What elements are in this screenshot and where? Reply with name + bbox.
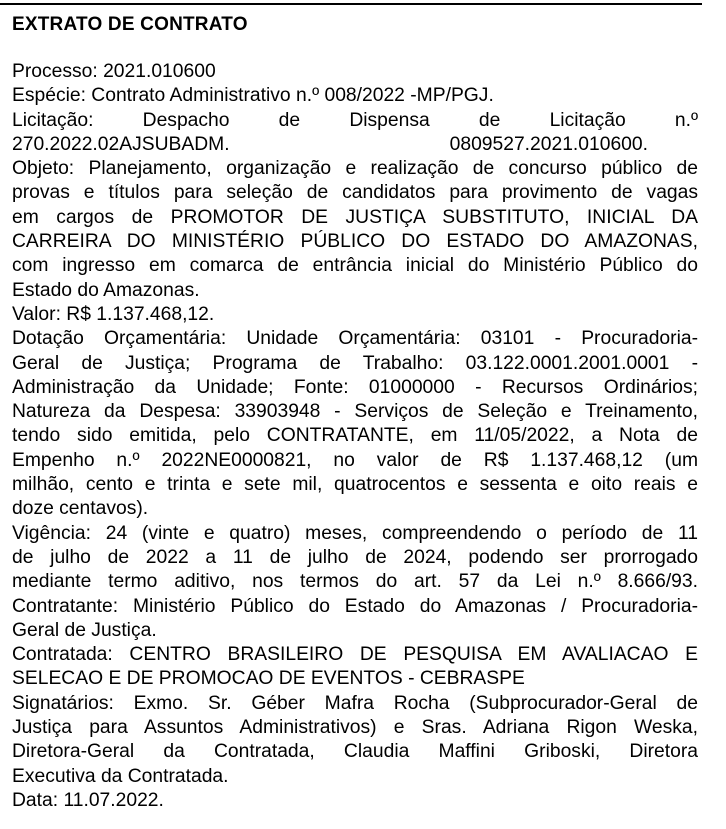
line-data: Data: 11.07.2022. <box>12 789 164 811</box>
line-signatarios-cont: Diretora-Geral da Contratada, Claudia Maffini Griboski, Diretora <box>12 741 698 763</box>
line-contratada: Contratada: CENTRO BRASILEIRO DE PESQUISA EM AVALIACAO E <box>12 644 698 666</box>
line-contratada-end: SELECAO E DE PROMOCAO DE EVENTOS - CEBRASPE <box>12 668 525 690</box>
document-title: EXTRATO DE CONTRATO <box>12 14 248 35</box>
top-rule <box>0 3 702 5</box>
line-valor: Valor: R$ 1.137.468,12. <box>12 303 215 325</box>
line-dotacao-cont: Natureza da Despesa: 33903948 - Serviços de Seleção e Treinamento, <box>12 401 698 423</box>
line-dotacao-cont: milhão, cento e trinta e sete mil, quatrocentos e sessenta e oito reais e <box>12 474 698 496</box>
line-dotacao-end: doze centavos). <box>12 498 149 520</box>
line-processo: Processo: 2021.010600 <box>12 61 216 82</box>
line-objeto-cont: CARREIRA DO MINISTÉRIO PÚBLICO DO ESTADO DO AMAZONAS, <box>12 231 698 253</box>
line-contratante: Contratante: Ministério Público do Estado do Amazonas / Procuradoria- <box>12 595 698 617</box>
line-licitacao: Licitação: Despacho de Dispensa de Licitação n.º <box>12 109 698 131</box>
line-objeto-cont: com ingresso em comarca de entrância inicial do Ministério Público do <box>12 255 698 277</box>
line-objeto: Objeto: Planejamento, organização e realização de concurso público de <box>12 158 698 180</box>
line-signatarios-cont: Justiça para Assuntos Administrativos) e Sras. Adriana Rigon Weska, <box>12 717 698 739</box>
line-licitacao-cont: 270.2022.02AJSUBADM. 0809527.2021.010600. <box>12 133 648 155</box>
line-objeto-end: Estado do Amazonas. <box>12 279 200 301</box>
line-vigencia-end: mediante termo aditivo, nos termos do art. 57 da Lei n.º 8.666/93. <box>12 571 698 593</box>
line-signatarios: Signatários: Exmo. Sr. Géber Mafra Rocha (Subprocurador-Geral de <box>12 692 698 714</box>
document-body <box>12 60 698 813</box>
line-dotacao-cont: Administração da Unidade; Fonte: 01000000 - Recursos Ordinários; <box>12 376 698 398</box>
line-vigencia: Vigência: 24 (vinte e quatro) meses, compreendendo o período de 11 <box>12 522 698 544</box>
line-dotacao-cont: Geral de Justiça; Programa de Trabalho: 03.122.0001.2001.0001 - <box>12 352 698 374</box>
line-dotacao-cont: Empenho n.º 2022NE0000821, no valor de R$ 1.137.468,12 (um <box>12 449 698 471</box>
line-contratante-end: Geral de Justiça. <box>12 619 157 641</box>
line-especie: Espécie: Contrato Administrativo n.º 008/2022 -MP/PGJ. <box>12 85 494 107</box>
line-vigencia-cont: de julho de 2022 a 11 de julho de 2024, podendo ser prorrogado <box>12 546 698 568</box>
line-objeto-cont: provas e títulos para seleção de candidatos para provimento de vagas <box>12 182 698 204</box>
line-objeto-cont: em cargos de PROMOTOR DE JUSTIÇA SUBSTITUTO, INICIAL DA <box>12 206 698 228</box>
line-dotacao: Dotação Orçamentária: Unidade Orçamentária: 03101 - Procuradoria- <box>12 328 698 350</box>
line-signatarios-end: Executiva da Contratada. <box>12 765 229 787</box>
line-dotacao-cont: tendo sido emitida, pelo CONTRATANTE, em 11/05/2022, a Nota de <box>12 425 698 447</box>
